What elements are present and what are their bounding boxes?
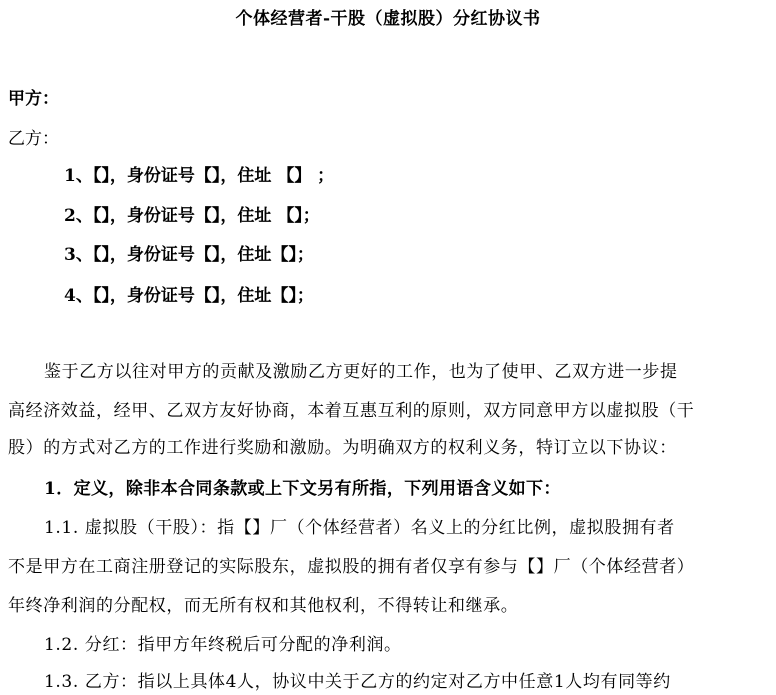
party-b-member-3: 3、【】，身份证号【】，住址【】； bbox=[64, 245, 314, 265]
party-b-member-1: 1、【】，身份证号【】，住址 【】 ； bbox=[64, 166, 335, 186]
definition-1-1-line: 年终净利润的分配权，而无所有权和其他权利，不得转让和继承。 bbox=[8, 596, 519, 616]
definition-1-1-line: 1.1. 虚拟股（干股）：指【】厂（个体经营者）名义上的分红比例，虚拟股拥有者 bbox=[44, 518, 675, 538]
definition-1-1-line: 不是甲方在工商注册登记的实际股东，虚拟股的拥有者仅享有参与【】厂（个体经营者） bbox=[8, 557, 695, 577]
definition-1-2: 1.2. 分红：指甲方年终税后可分配的净利润。 bbox=[44, 635, 402, 655]
party-b-member-2: 2、【】，身份证号【】，住址 【】； bbox=[64, 206, 320, 226]
document-title: 个体经营者-干股（虚拟股）分红协议书 bbox=[235, 9, 541, 29]
preamble-line: 高经济效益，经甲、乙双方友好协商，本着互惠互利的原则，双方同意甲方以虚拟股（干 bbox=[8, 401, 695, 421]
section-heading: 1．定义，除非本合同条款或上下文另有所指，下列用语含义如下： bbox=[44, 479, 561, 499]
party-b-member-4: 4、【】，身份证号【】，住址【】； bbox=[64, 286, 314, 306]
preamble-line: 股）的方式对乙方的工作进行奖励和激励。为明确双方的权利义务，特订立以下协议： bbox=[8, 438, 677, 458]
party-b-label: 乙方： bbox=[8, 129, 59, 149]
preamble-line: 鉴于乙方以往对甲方的贡献及激励乙方更好的工作，也为了使甲、乙双方进一步提 bbox=[44, 362, 678, 382]
definition-1-3: 1.3. 乙方：指以上具体4人，协议中关于乙方的约定对乙方中任意1人均有同等约 bbox=[44, 672, 671, 692]
party-a-label: 甲方： bbox=[8, 89, 59, 109]
